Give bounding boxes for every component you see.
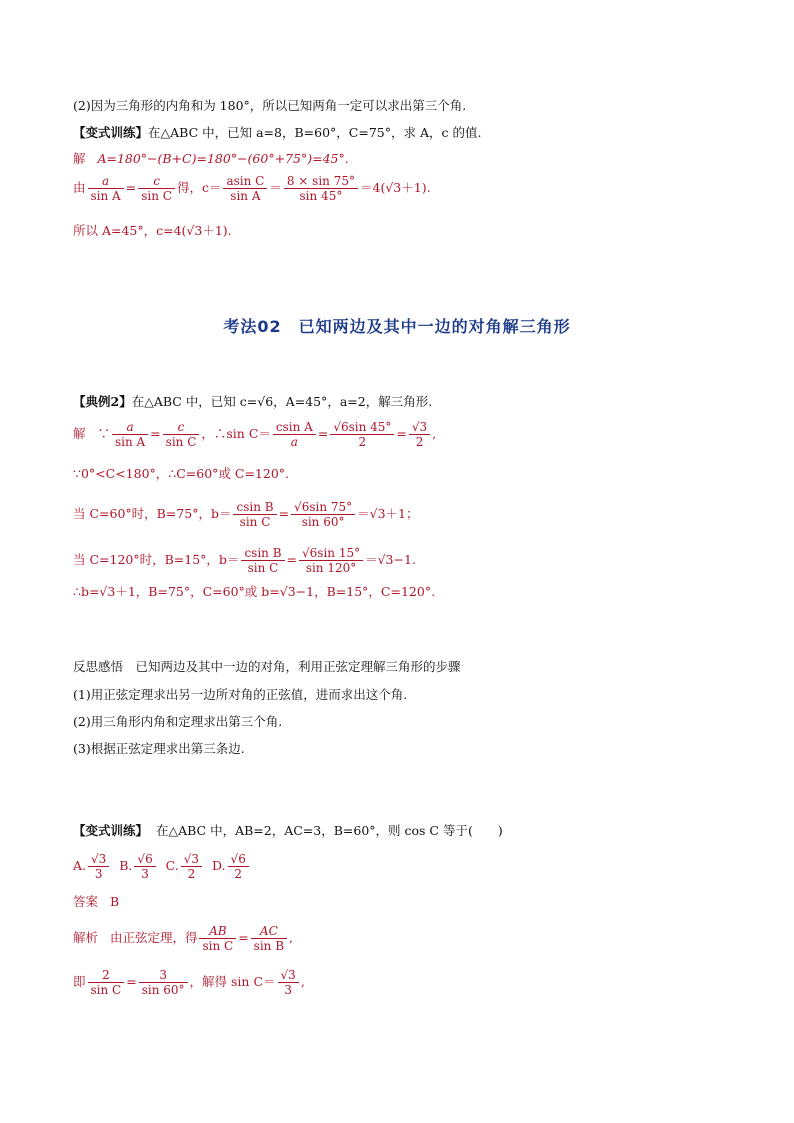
therefore-sinC: ，∴sin C＝ <box>201 426 271 441</box>
fraction-csinB-over-sinC: $\frac{\text{csin B}}{\text{sin C}}$ <box>233 500 276 529</box>
solution-final: 所以 A=45°，c=4(√3＋1). <box>73 223 232 238</box>
case-1-prefix: 当 C=60°时，B=75°，b＝ <box>73 506 232 521</box>
option-c-fraction: $\frac{√3}{2}$ <box>181 852 202 881</box>
got-label: 得，c＝ <box>176 180 222 195</box>
example-2 <box>73 393 432 411</box>
reflection-step-3: (3)根据正弦定理求出第三条边. <box>73 741 245 756</box>
option-b-label: B. <box>119 858 133 873</box>
example-text: 在△ABC 中，已知 c=√6，A=45°，a=2，解三角形. <box>131 394 433 409</box>
reflection-title: 反思感悟 已知两边及其中一边的对角，利用正弦定理解三角形的步骤 <box>73 659 461 674</box>
fraction-AC-over-sinB: $\frac{AC}{\text{sin B}}$ <box>251 924 287 953</box>
option-d-label: D. <box>211 858 226 873</box>
exercise-2 <box>73 822 503 840</box>
exercise-1 <box>73 124 481 142</box>
by-label: 由 <box>73 180 86 195</box>
because-symbol: ∵ <box>97 426 110 441</box>
option-c-label: C. <box>165 858 179 873</box>
section-heading: 考法02 已知两边及其中一边的对角解三角形 <box>223 317 571 336</box>
example-case-1: 当 C=60°时，B=75°，b＝ $\frac{\text{csin B}}{\text{sin C}}$ = $\frac{√6\sin 75^\circ}{\sin 60^\circ}$ ＝√3＋1； <box>73 500 419 529</box>
example-conclusion: ∴b=√3＋1，B=75°，C=60°或 b=√3−1，B=15°，C=120°. <box>73 584 436 599</box>
fraction-sqrt3-over-3: $\frac{√3}{3}$ <box>278 968 299 997</box>
solve-text: ，解得 sin C＝ <box>189 974 276 989</box>
solution-label: 解 <box>73 151 86 166</box>
answer-value: B <box>109 894 120 909</box>
answer-line <box>73 893 119 911</box>
option-a-label: A. <box>73 858 87 873</box>
exercise-text: 在△ABC 中，已知 a=8，B=60°，C=75°，求 A，c 的值. <box>148 125 482 140</box>
fraction-sqrt6sin45-over-2: $\frac{√6\sin 45^\circ}{2}$ <box>330 420 394 449</box>
example-case-2: 当 C=120°时，B=15°，b＝ $\frac{\text{csin B}}{\text{sin C}}$ = $\frac{√6\sin 15^\circ}{\sin 120^\circ}$ ＝√3−1. <box>73 546 416 575</box>
option-d-fraction: $\frac{√6}{2}$ <box>228 852 249 881</box>
fraction-c-over-sinC: $\frac{c}{\text{sin C}}$ <box>163 420 200 449</box>
fraction-8sin75-over-sin45: $\frac{8 \times \sin 75^\circ}{\sin 45^\circ}$ <box>284 174 358 203</box>
fraction-2-over-sinC: $\frac{2}{\text{sin C}}$ <box>88 968 125 997</box>
answer-label: 答案 <box>73 894 99 909</box>
then-label: 即 <box>73 974 86 989</box>
options-row <box>73 852 251 881</box>
analysis-line-2: 即 $\frac{2}{\text{sin C}}$ = $\frac{3}{\sin 60^\circ}$ ，解得 sin C＝ $\frac{√3}{3}$ , <box>73 968 305 997</box>
exercise-2-tag: 【变式训练】 <box>73 823 149 838</box>
analysis-text: 由正弦定理，得 <box>109 930 198 945</box>
option-b-fraction: $\frac{√6}{3}$ <box>134 852 155 881</box>
fraction-a-over-sinA: $\frac{a}{\text{sin A}}$ <box>88 174 124 203</box>
analysis-label: 解析 <box>73 930 99 945</box>
fraction-asinC-over-sinA: $\frac{\text{asin C}}{\text{sin A}}$ <box>223 174 267 203</box>
fraction-sqrt6sin75-over-sin60: $\frac{√6\sin 75^\circ}{\sin 60^\circ}$ <box>291 500 355 529</box>
case-2-result: ＝√3−1. <box>365 552 416 567</box>
example-range-line: ∵0°<C<180°，∴C=60°或 C=120°. <box>73 466 290 481</box>
fraction-csinB-over-sinC-2: $\frac{\text{csin B}}{\text{sin C}}$ <box>241 546 284 575</box>
fraction-c-over-sinC: $\frac{c}{\text{sin C}}$ <box>138 174 175 203</box>
equals: ＝ <box>269 180 282 195</box>
fraction-sqrt3-over-2: $\frac{√3}{2}$ <box>409 420 430 449</box>
fraction-3-over-sin60: $\frac{3}{\sin 60^\circ}$ <box>139 968 188 997</box>
solution-label: 解 <box>73 426 86 441</box>
example-solution-line-1: 解 ∵ $\frac{a}{\text{sin A}}$ = $\frac{c}{\text{sin C}}$ ，∴sin C＝ $\frac{\text{csin A}}{a}$ = $\frac{√6\sin 45^\circ}{2}$ = $\frac{√3}{2}$ , <box>73 420 437 449</box>
case-2-prefix: 当 C=120°时，B=15°，b＝ <box>73 552 240 567</box>
fraction-a-over-sinA: $\frac{a}{\text{sin A}}$ <box>112 420 148 449</box>
example-tag: 【典例2】 <box>73 394 132 409</box>
solution-line-2: 由 $\frac{a}{\text{sin A}}$ = $\frac{c}{\text{sin C}}$ 得，c＝ $\frac{\text{asin C}}{\text{sin A}}$ ＝ $\frac{8 \times \sin 75^\circ}{\sin 45^\circ}$ ＝4(√3＋1). <box>73 174 431 203</box>
solution-line-1 <box>73 150 349 168</box>
solution-text: A=180°−(B+C)=180°−(60°+75°)=45°. <box>97 151 349 166</box>
exercise-2-text: 在△ABC 中，AB=2，AC=3，B=60°，则 cos C 等于( ) <box>155 823 503 838</box>
result-1: ＝4(√3＋1). <box>360 180 431 195</box>
analysis-line-1: 解析 由正弦定理，得 $\frac{AB}{\text{sin C}}$ = $\frac{AC}{\text{sin B}}$ , <box>73 924 294 953</box>
case-1-result: ＝√3＋1； <box>357 506 419 521</box>
reflection-step-2: (2)用三角形内角和定理求出第三个角. <box>73 714 283 729</box>
fraction-sqrt6sin15-over-sin120: $\frac{√6\sin 15^\circ}{\sin 120^\circ}$ <box>299 546 363 575</box>
reflection-step-1: (1)用正弦定理求出另一边所对角的正弦值，进而求出这个角. <box>73 687 408 702</box>
option-a-fraction: $\frac{√3}{3}$ <box>88 852 109 881</box>
fraction-csinA-over-a: $\frac{\text{csin A}}{a}$ <box>273 420 316 449</box>
fraction-AB-over-sinC: $\frac{AB}{\text{sin C}}$ <box>199 924 236 953</box>
note-2: (2)因为三角形的内角和为 180°，所以已知两角一定可以求出第三个角. <box>73 98 467 113</box>
exercise-tag: 【变式训练】 <box>73 125 149 140</box>
